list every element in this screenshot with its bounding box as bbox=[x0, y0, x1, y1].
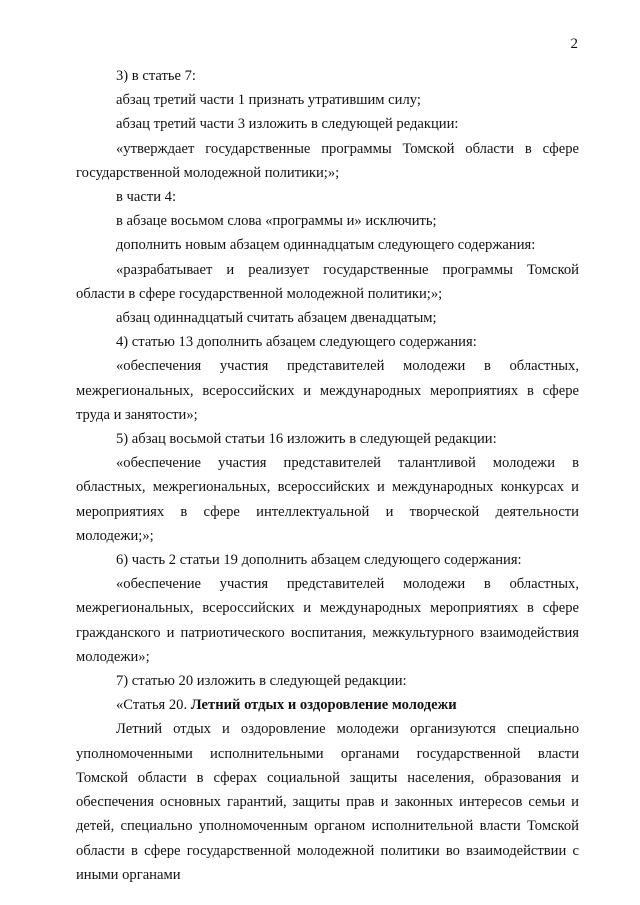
article-20-prefix: «Статья 20. bbox=[116, 697, 191, 714]
paragraph-add-eleventh: дополнить новым абзацем одиннадцатым следующего содержания: bbox=[116, 237, 536, 254]
paragraph-item-3-article-7: 3) в статье 7: bbox=[116, 68, 196, 84]
paragraph-quote-talented-youth: «обеспечение участия представителей талантливой молодежи в областных, межрегиональных, всероссийских и международных конкурсах и мероприятиях в сфере интеллектуальной и творческой деятельности молодежи;»; bbox=[76, 455, 579, 544]
paragraph-part-4: в части 4: bbox=[116, 189, 177, 206]
document-body bbox=[76, 64, 579, 887]
article-20-heading bbox=[76, 693, 579, 717]
paragraph-quote-develops-programs: «разрабатывает и реализует государственные программы Томской области в сфере государственной молодежной политики;»; bbox=[76, 261, 579, 302]
paragraph-quote-patriotic-education: «обеспечение участия представителей молодежи в областных, межрегиональных, всероссийских и международных мероприятиях в сфере гражданского и патриотического воспитания, межкультурного взаимодействия молодежи»; bbox=[76, 576, 579, 665]
paragraph-amend-part-3: абзац третий части 3 изложить в следующей редакции: bbox=[116, 116, 459, 133]
paragraph-renumber: абзац одиннадцатый считать абзацем двенадцатым; bbox=[116, 310, 437, 327]
paragraph-item-4-article-13: 4) статью 13 дополнить абзацем следующего содержания: bbox=[116, 334, 477, 351]
paragraph-item-5-article-16: 5) абзац восьмой статьи 16 изложить в следующей редакции: bbox=[116, 431, 497, 448]
paragraph-item-7-article-20: 7) статью 20 изложить в следующей редакции: bbox=[116, 673, 407, 690]
page-number: 2 bbox=[570, 36, 578, 52]
article-20-title: Летний отдых и оздоровление молодежи bbox=[190, 697, 457, 714]
paragraph-quote-approves-programs: «утверждает государственные программы Томской области в сфере государственной молодежной политики;»; bbox=[76, 140, 579, 181]
paragraph-repeal-part-1: абзац третий части 1 признать утратившим силу; bbox=[116, 92, 421, 109]
article-20-body: Летний отдых и оздоровление молодежи организуются специально уполномоченными исполнительными органами государственной власти Томской области в сферах социальной защиты населения, образования и обеспечения основных гарантий, защиты прав и законных интересов семьи и детей, специально уполномоченным органом исполнительной власти Томской области в сфере государственной молодежной политики во взаимодействии с иными органами bbox=[76, 721, 579, 883]
paragraph-delete-words: в абзаце восьмом слова «программы и» исключить; bbox=[116, 213, 437, 230]
paragraph-quote-labor-events: «обеспечения участия представителей молодежи в областных, межрегиональных, всероссийских и международных мероприятиях в сфере труда и занятости»; bbox=[76, 358, 579, 423]
paragraph-item-6-article-19: 6) часть 2 статьи 19 дополнить абзацем следующего содержания: bbox=[116, 552, 522, 569]
